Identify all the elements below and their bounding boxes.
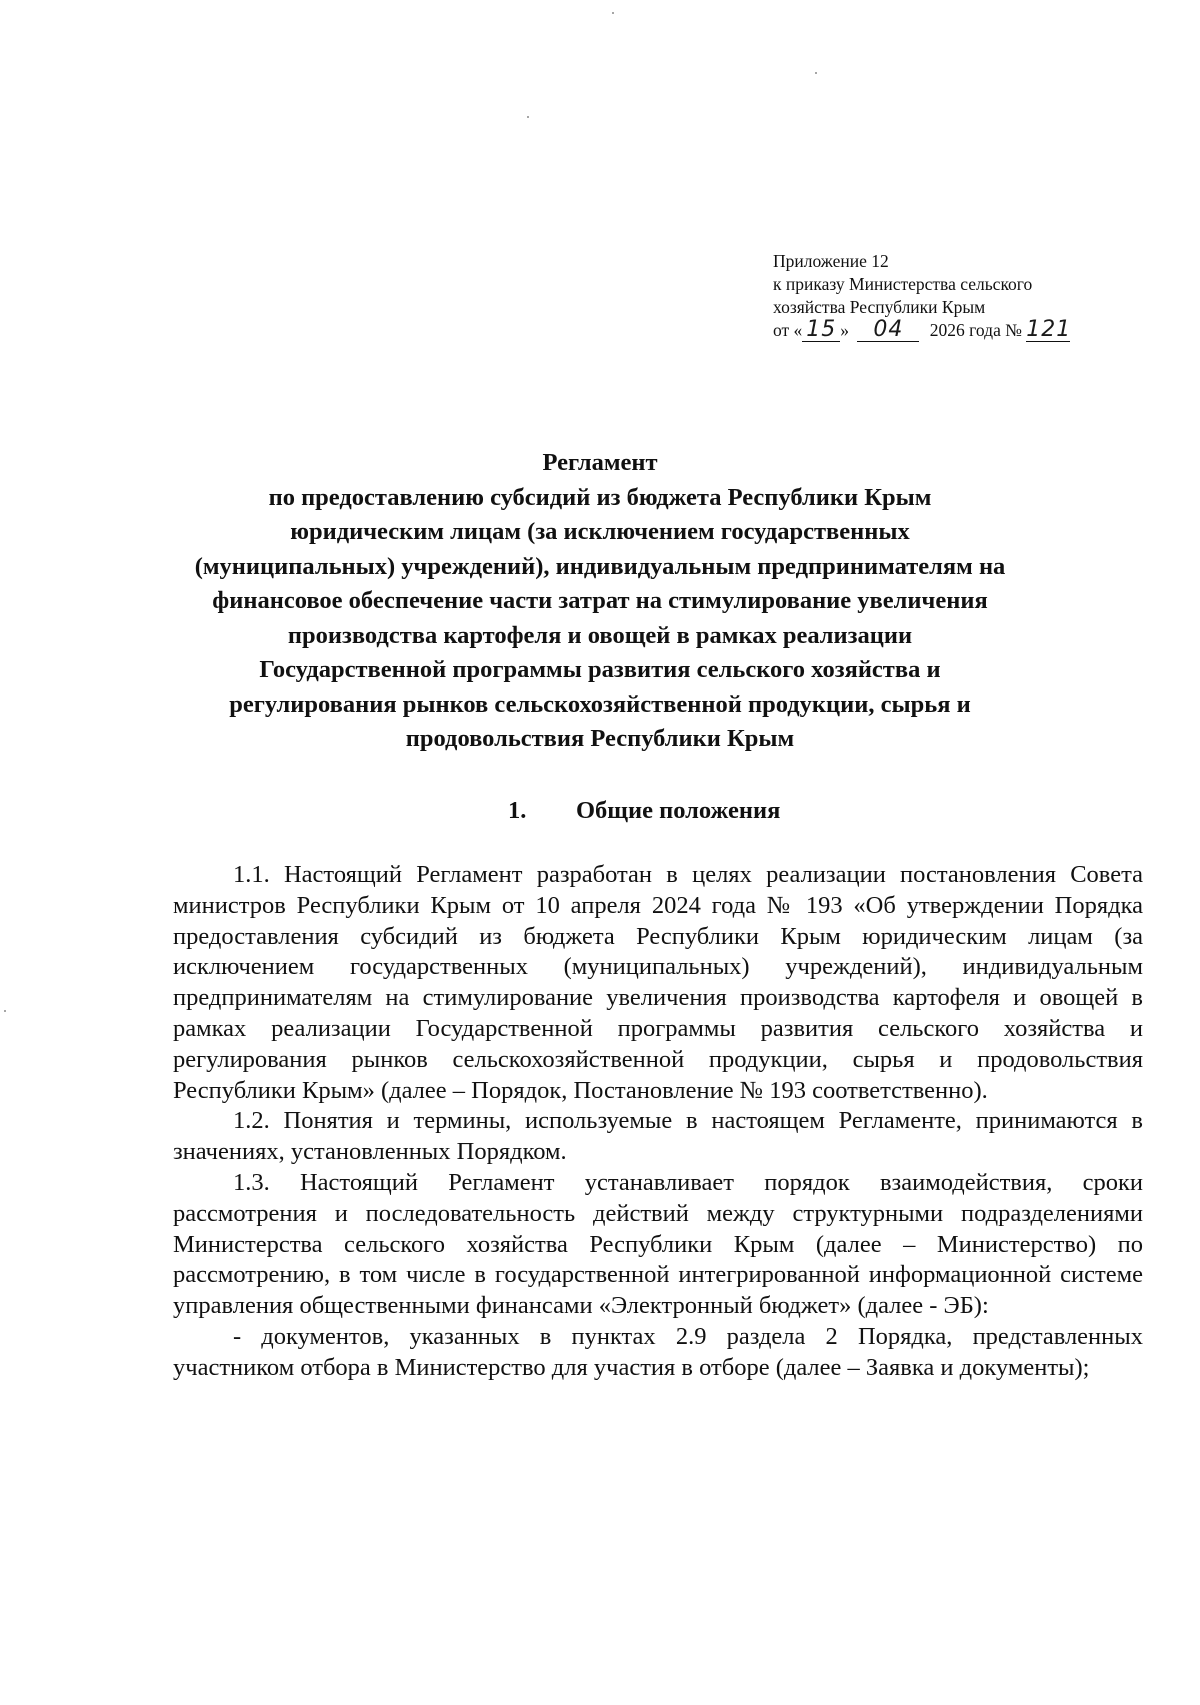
section-body xyxy=(173,860,1143,1384)
date-year-label: 2026 года № xyxy=(929,320,1022,340)
scan-speck xyxy=(612,12,614,14)
paragraph-1-2: 1.2. Понятия и термины, используемые в настоящем Регламенте, принимаются в значениях, установленных Порядком. xyxy=(173,1107,1143,1166)
handwritten-day: 15 xyxy=(806,317,837,342)
date-quote-close: » xyxy=(840,320,850,340)
scan-speck xyxy=(4,1010,6,1012)
appendix-date-line xyxy=(773,319,1153,345)
title-line: юридическим лицам (за исключением государственных xyxy=(290,518,910,545)
title-line: Государственной программы развития сельского хозяйства и xyxy=(259,656,941,683)
date-day-field xyxy=(802,319,840,342)
scan-speck xyxy=(815,72,817,74)
scan-speck xyxy=(527,116,529,118)
title-line: Регламент xyxy=(542,449,658,476)
date-prefix: от « xyxy=(773,320,803,340)
appendix-ministry-line: хозяйства Республики Крым xyxy=(773,297,986,317)
date-month-field xyxy=(857,319,919,342)
title-line: продовольствия Республики Крым xyxy=(405,725,795,752)
order-number-field xyxy=(1026,319,1070,342)
section-number: 1. xyxy=(508,797,527,824)
appendix-reference xyxy=(773,250,1153,345)
title-line: регулирования рынков сельскохозяйственной продукции, сырья и xyxy=(229,690,971,718)
paragraph-list-item: - документов, указанных в пунктах 2.9 раздела 2 Порядка, представленных участником отбора в Министерство для участия в отборе (далее – Заявка и документы); xyxy=(173,1322,1143,1381)
regulation-title xyxy=(150,446,1050,757)
title-line: по предоставлению субсидий из бюджета Республики Крым xyxy=(268,483,932,511)
handwritten-month: 04 xyxy=(873,317,904,342)
appendix-title: Приложение 12 xyxy=(773,251,889,271)
paragraph-1-1: 1.1. Настоящий Регламент разработан в целях реализации постановления Совета министров Республики Крым от 10 апреля 2024 года № 193 «Об утверждении Порядка предоставления субсидий из бюджета Республики Крым юридическим лицам (за исключением государственных (муниципальных) учреждений), индивидуальным предпринимателям на стимулирование увеличения производства картофеля и овощей в рамках реализации Государственной программы развития сельского хозяйства и регулирования рынков сельскохозяйственной продукции, сырья и продовольствия Республики Крым» (далее – Порядок, Постановление № 193 соответственно). xyxy=(173,861,1143,1104)
handwritten-order-number: 121 xyxy=(1026,317,1072,342)
title-line: финансовое обеспечение части затрат на стимулирование увеличения xyxy=(212,587,988,614)
title-line: (муниципальных) учреждений), индивидуальным предпринимателям на xyxy=(194,552,1006,580)
section-title: Общие положения xyxy=(576,797,781,824)
paragraph-1-3: 1.3. Настоящий Регламент устанавливает порядок взаимодействия, сроки рассмотрения и последовательность действий между структурными подразделениями Министерства сельского хозяйства Республики Крым (далее – Министерство) по рассмотрению, в том числе в государственной интегрированной информационной системе управления общественными финансами «Электронный бюджет» (далее - ЭБ): xyxy=(173,1168,1143,1320)
appendix-order-line: к приказу Министерства сельского xyxy=(773,274,1033,294)
title-line: производства картофеля и овощей в рамках реализации xyxy=(287,621,913,649)
